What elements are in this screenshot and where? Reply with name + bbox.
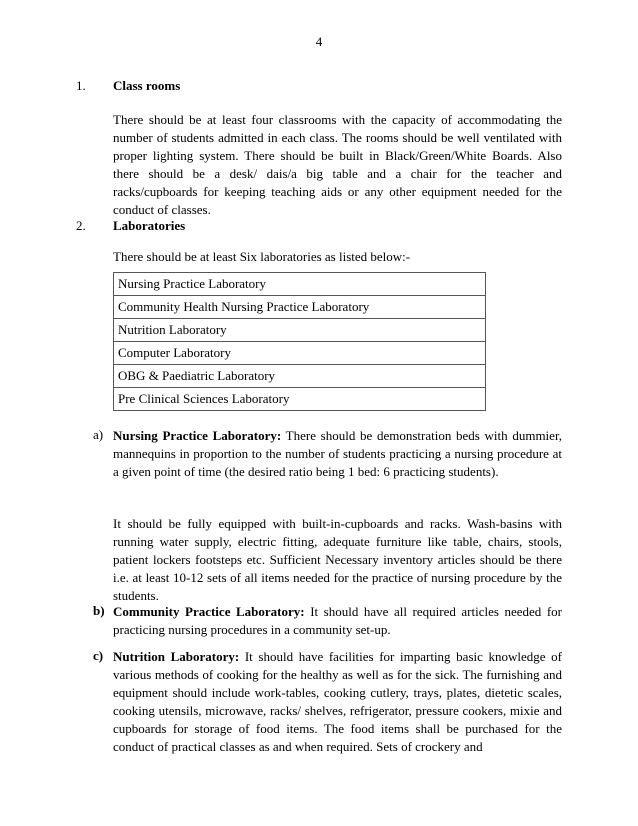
item-c-text: It should have facilities for imparting basic knowledge of various methods of cooking for the healthy as well as for the sick. The furnishing and equipment should include work-tables, cooking cutlery, trays, plates, dietetic scales, cooking utensils, microwave, racks/ shelves, refrigerator, pressure cookers, mixie and cupboards for storage of food items. The food items shall be purchased for the conduct of practical classes as and when required. Sets of crockery and xyxy=(113,649,562,754)
table-row xyxy=(114,342,486,365)
section-1-number: 1. xyxy=(76,78,86,93)
item-b-text: It should have all required articles needed for practicing nursing procedures in a community set-up. xyxy=(113,604,563,637)
section-2-intro: There should be at least Six laboratories as listed below:- xyxy=(113,249,411,264)
page-number: 4 xyxy=(315,34,323,49)
table-row xyxy=(114,319,486,342)
item-c-marker: c) xyxy=(93,648,104,663)
table-row xyxy=(114,388,486,411)
laboratory-list-table xyxy=(113,272,486,411)
item-a-text: There should be demonstration beds with dummier, mannequins in proportion to the number of students practicing a nursing procedure at a given point of time (the desired ratio being 1 bed: 6 practicing students). xyxy=(113,428,562,479)
item-b-paragraph xyxy=(113,603,562,639)
table-cell: Pre Clinical Sciences Laboratory xyxy=(114,388,486,411)
item-a-paragraph-2: It should be fully equipped with built-in-cupboards and racks. Wash-basins with running water supply, electric fitting, adequate furniture like table, chairs, stools, patient lockers footsteps etc. Sufficient Necessary inventory articles should be there i.e. at least 10-12 sets of all items needed for the practice of nursing procedure by the students. xyxy=(113,516,562,603)
table-row xyxy=(114,296,486,319)
section-1-body: There should be at least four classrooms with the capacity of accommodating the number of students admitted in each class. The rooms should be well ventilated with proper lighting system. There should be built in Black/Green/White Boards. Also there should be a desk/ dais/a big table and a chair for the teacher and racks/cupboards for keeping teaching aids or any other equipment needed for the conduct of classes. xyxy=(113,112,562,217)
table-row xyxy=(114,365,486,388)
table-cell: Nursing Practice Laboratory xyxy=(114,273,486,296)
item-a-marker: a) xyxy=(93,427,104,442)
table-cell: Nutrition Laboratory xyxy=(114,319,486,342)
table-cell: Computer Laboratory xyxy=(114,342,486,365)
section-2-title: Laboratories xyxy=(113,218,186,233)
table-cell: OBG & Paediatric Laboratory xyxy=(114,365,486,388)
item-a-paragraph xyxy=(113,427,562,481)
item-a-title: Nursing Practice Laboratory: xyxy=(113,428,282,443)
item-c-paragraph xyxy=(113,648,562,756)
section-1-title: Class rooms xyxy=(113,78,181,93)
item-b-marker: b) xyxy=(93,603,105,618)
item-c-title: Nutrition Laboratory: xyxy=(113,649,240,664)
table-cell: Community Health Nursing Practice Laboratory xyxy=(114,296,486,319)
table-row xyxy=(114,273,486,296)
item-b-title: Community Practice Laboratory: xyxy=(113,604,305,619)
section-2-number: 2. xyxy=(76,218,86,233)
